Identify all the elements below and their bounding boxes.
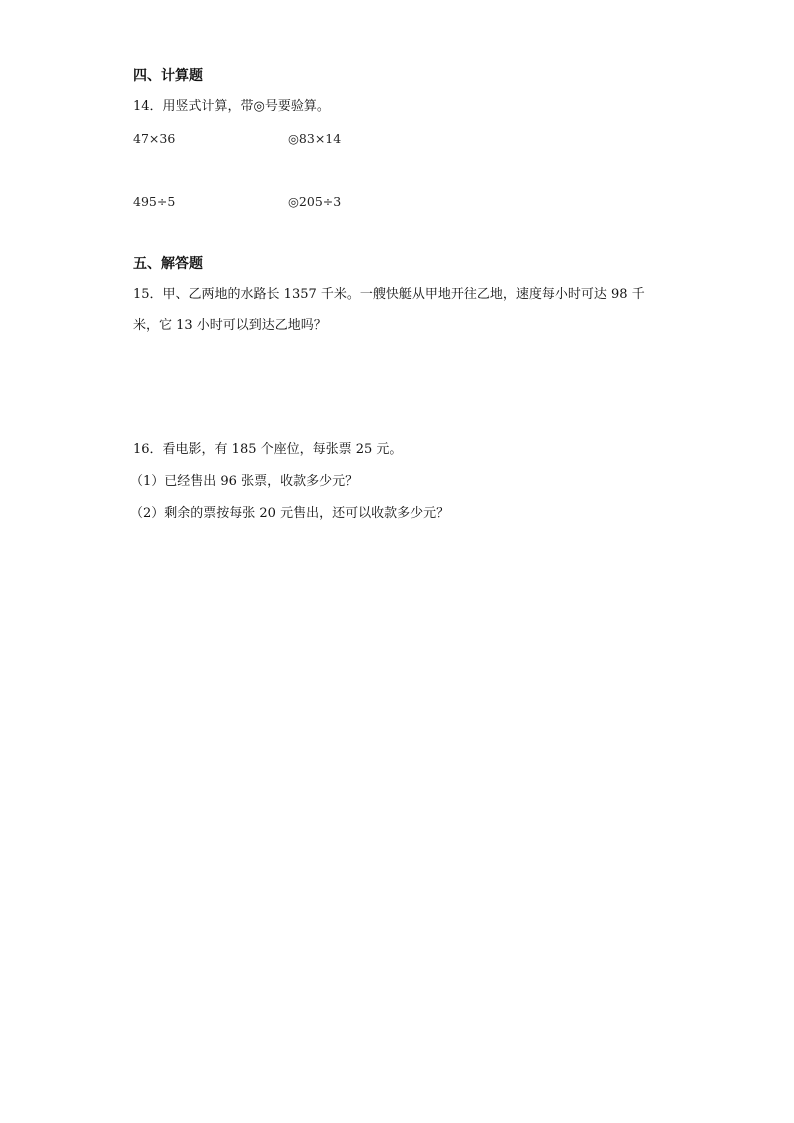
- calc-item-2: ◎83×14: [288, 131, 342, 146]
- question-15-line-2: 米，它 13 小时可以到达乙地吗？: [133, 318, 327, 333]
- question-15-line-1: 15．甲、乙两地的水路长 1357 千米。一艘快艇从甲地开往乙地，速度每小时可达 98 千: [133, 287, 645, 302]
- question-16-text: 16．看电影，有 185 个座位，每张票 25 元。: [133, 442, 403, 457]
- section-4-title: 四、计算题: [133, 68, 203, 84]
- question-16-part-2: （2）剩余的票按每张 20 元售出，还可以收款多少元？: [130, 506, 450, 521]
- section-5-title: 五、解答题: [133, 256, 203, 272]
- calc-item-4: ◎205÷3: [288, 194, 342, 209]
- question-14-text: 14．用竖式计算，带◎号要验算。: [133, 99, 330, 114]
- calc-item-1: 47×36: [133, 131, 176, 146]
- calc-item-3: 495÷5: [133, 194, 176, 209]
- question-16-part-1: （1）已经售出 96 张票，收款多少元？: [130, 474, 359, 489]
